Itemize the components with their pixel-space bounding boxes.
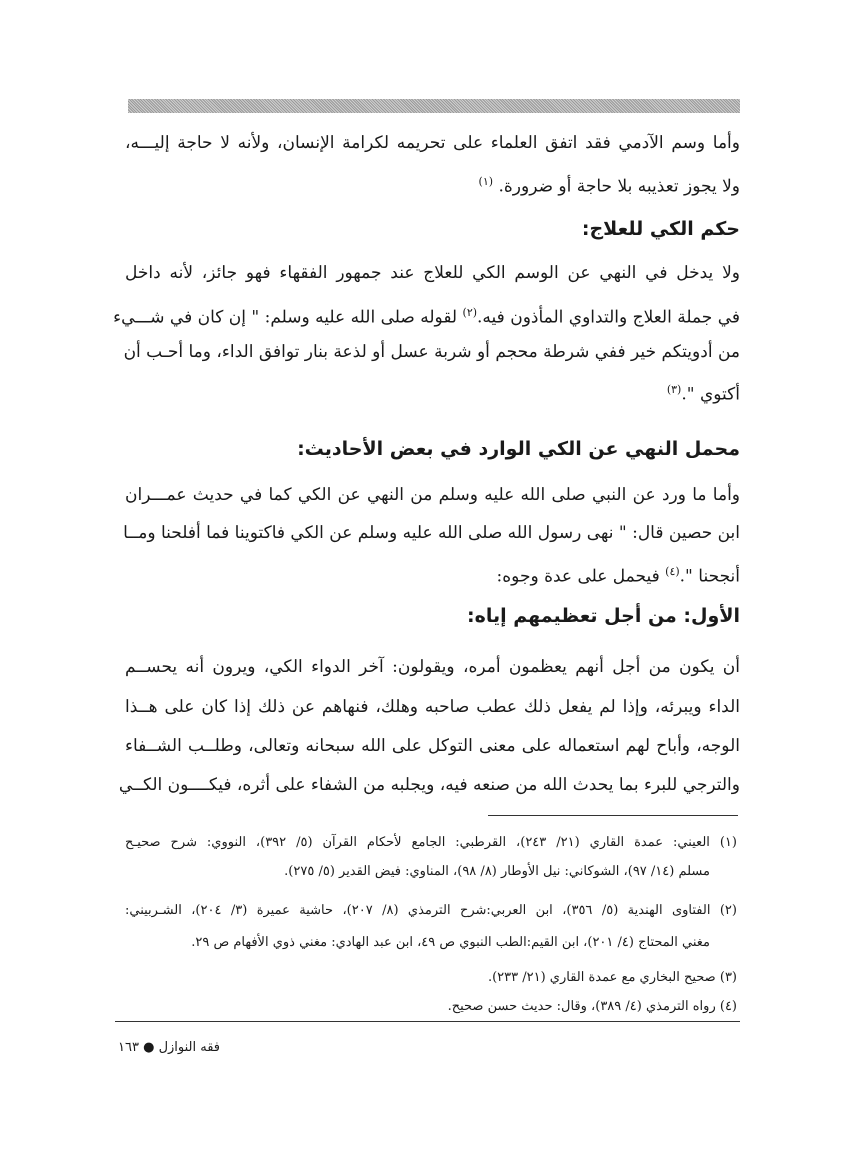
footnote-ref: (١) bbox=[478, 175, 494, 188]
subsection-heading: الأول: من أجل تعظيمهم إياه: bbox=[467, 605, 740, 627]
body-line: وأما وسم الآدمي فقد اتفق العلماء على تحريمه لكرامة الإنسان، ولأنه لا حاجة إليـــه، bbox=[125, 133, 740, 153]
footnote-ref: (٤) bbox=[665, 565, 680, 578]
body-line: ولا يجوز تعذيبه بلا حاجة أو ضرورة. $^{(١)}$ bbox=[478, 175, 740, 197]
body-line: في جملة العلاج والتداوي المأذون فيه.$^{(٢)}$ لقوله صلى الله عليه وسلم: " إن كان في شـــيء bbox=[113, 306, 740, 328]
header-band bbox=[128, 99, 740, 113]
body-line: أنجحنا ".$^{(٤)}$ فيحمل على عدة وجوه: bbox=[496, 565, 740, 587]
footnote-ref: (٢) bbox=[462, 306, 478, 319]
body-line: والترجي للبرء بما يحدث الله من صنعه فيه، ويجلبه من الشفاء على أثره، فيكــــون الكــي bbox=[118, 775, 740, 795]
page-footer bbox=[118, 1040, 220, 1055]
section-heading: محمل النهي عن الكي الوارد في بعض الأحاديث: bbox=[297, 438, 740, 460]
footnote: (١) العيني: عمدة القاري (٢١/ ٢٤٣)، القرطبي: الجامع لأحكام القرآن (٥/ ٣٩٢)، النووي: شرح صحيـح bbox=[125, 835, 737, 850]
footnote-ref: (٣) bbox=[666, 383, 682, 396]
bullet-icon: ● bbox=[143, 1040, 155, 1055]
body-line: ولا يدخل في النهي عن الوسم الكي للعلاج عند جمهور الفقهاء فهو جائز، لأنه داخل bbox=[125, 263, 740, 283]
body-line: ابن حصين قال: " نهى رسول الله صلى الله عليه وسلم عن الكي فاكتوينا فما أفلحنا ومــا bbox=[123, 523, 740, 543]
footnote-separator bbox=[488, 815, 738, 816]
footer-rule bbox=[115, 1021, 740, 1022]
body-line: أن يكون من أجل أنهم يعظمون أمره، ويقولون: آخر الدواء الكي، ويرون أنه يحســم bbox=[125, 657, 740, 677]
body-line: أكتوي ".$^{(٣)}$ bbox=[666, 383, 740, 405]
body-line: الداء ويبرئه، وإذا لم يفعل ذلك عطب صاحبه وهلك، فنهاهم عن ذلك إذا كان على هــذا bbox=[125, 697, 740, 717]
body-line: من أدويتكم خير ففي شرطة محجم أو شربة عسل أو لذعة بنار توافق الداء، وما أحـب أن bbox=[123, 342, 740, 362]
footnote: (٤) رواه الترمذي (٤/ ٣٨٩)، وقال: حديث حسن صحيح. bbox=[447, 999, 737, 1014]
footnote: (٣) صحيح البخاري مع عمدة القاري (٢١/ ٢٣٣). bbox=[487, 970, 737, 985]
section-heading: حكم الكي للعلاج: bbox=[581, 218, 740, 240]
footnote-continuation: مسلم (١٤/ ٩٧)، الشوكاني: نيل الأوطار (٨/ ٩٨)، المناوي: فيض القدير (٥/ ٢٧٥). bbox=[284, 864, 710, 879]
footnote: (٢) الفتاوى الهندية (٥/ ٣٥٦)، ابن العربي:شرح الترمذي (٨/ ٢٠٧)، حاشية عميرة (٣/ ٢٠٤)، الشـربيني: bbox=[125, 903, 737, 918]
body-line: الوجه، وأباح لهم استعماله على معنى التوكل على الله سبحانه وتعالى، وطلــب الشــفاء bbox=[125, 736, 740, 756]
body-line: وأما ما ورد عن النبي صلى الله عليه وسلم من النهي عن الكي كما في حديث عمـــران bbox=[125, 485, 740, 505]
page-number: ١٦٣ bbox=[118, 1040, 139, 1055]
running-title: فقه النوازل bbox=[158, 1040, 221, 1055]
footnote-continuation: مغني المحتاج (٤/ ٢٠١)، ابن القيم:الطب النبوي ص ٤٩، ابن عبد الهادي: مغني ذوي الأفهام ص ٢٩. bbox=[191, 935, 710, 950]
